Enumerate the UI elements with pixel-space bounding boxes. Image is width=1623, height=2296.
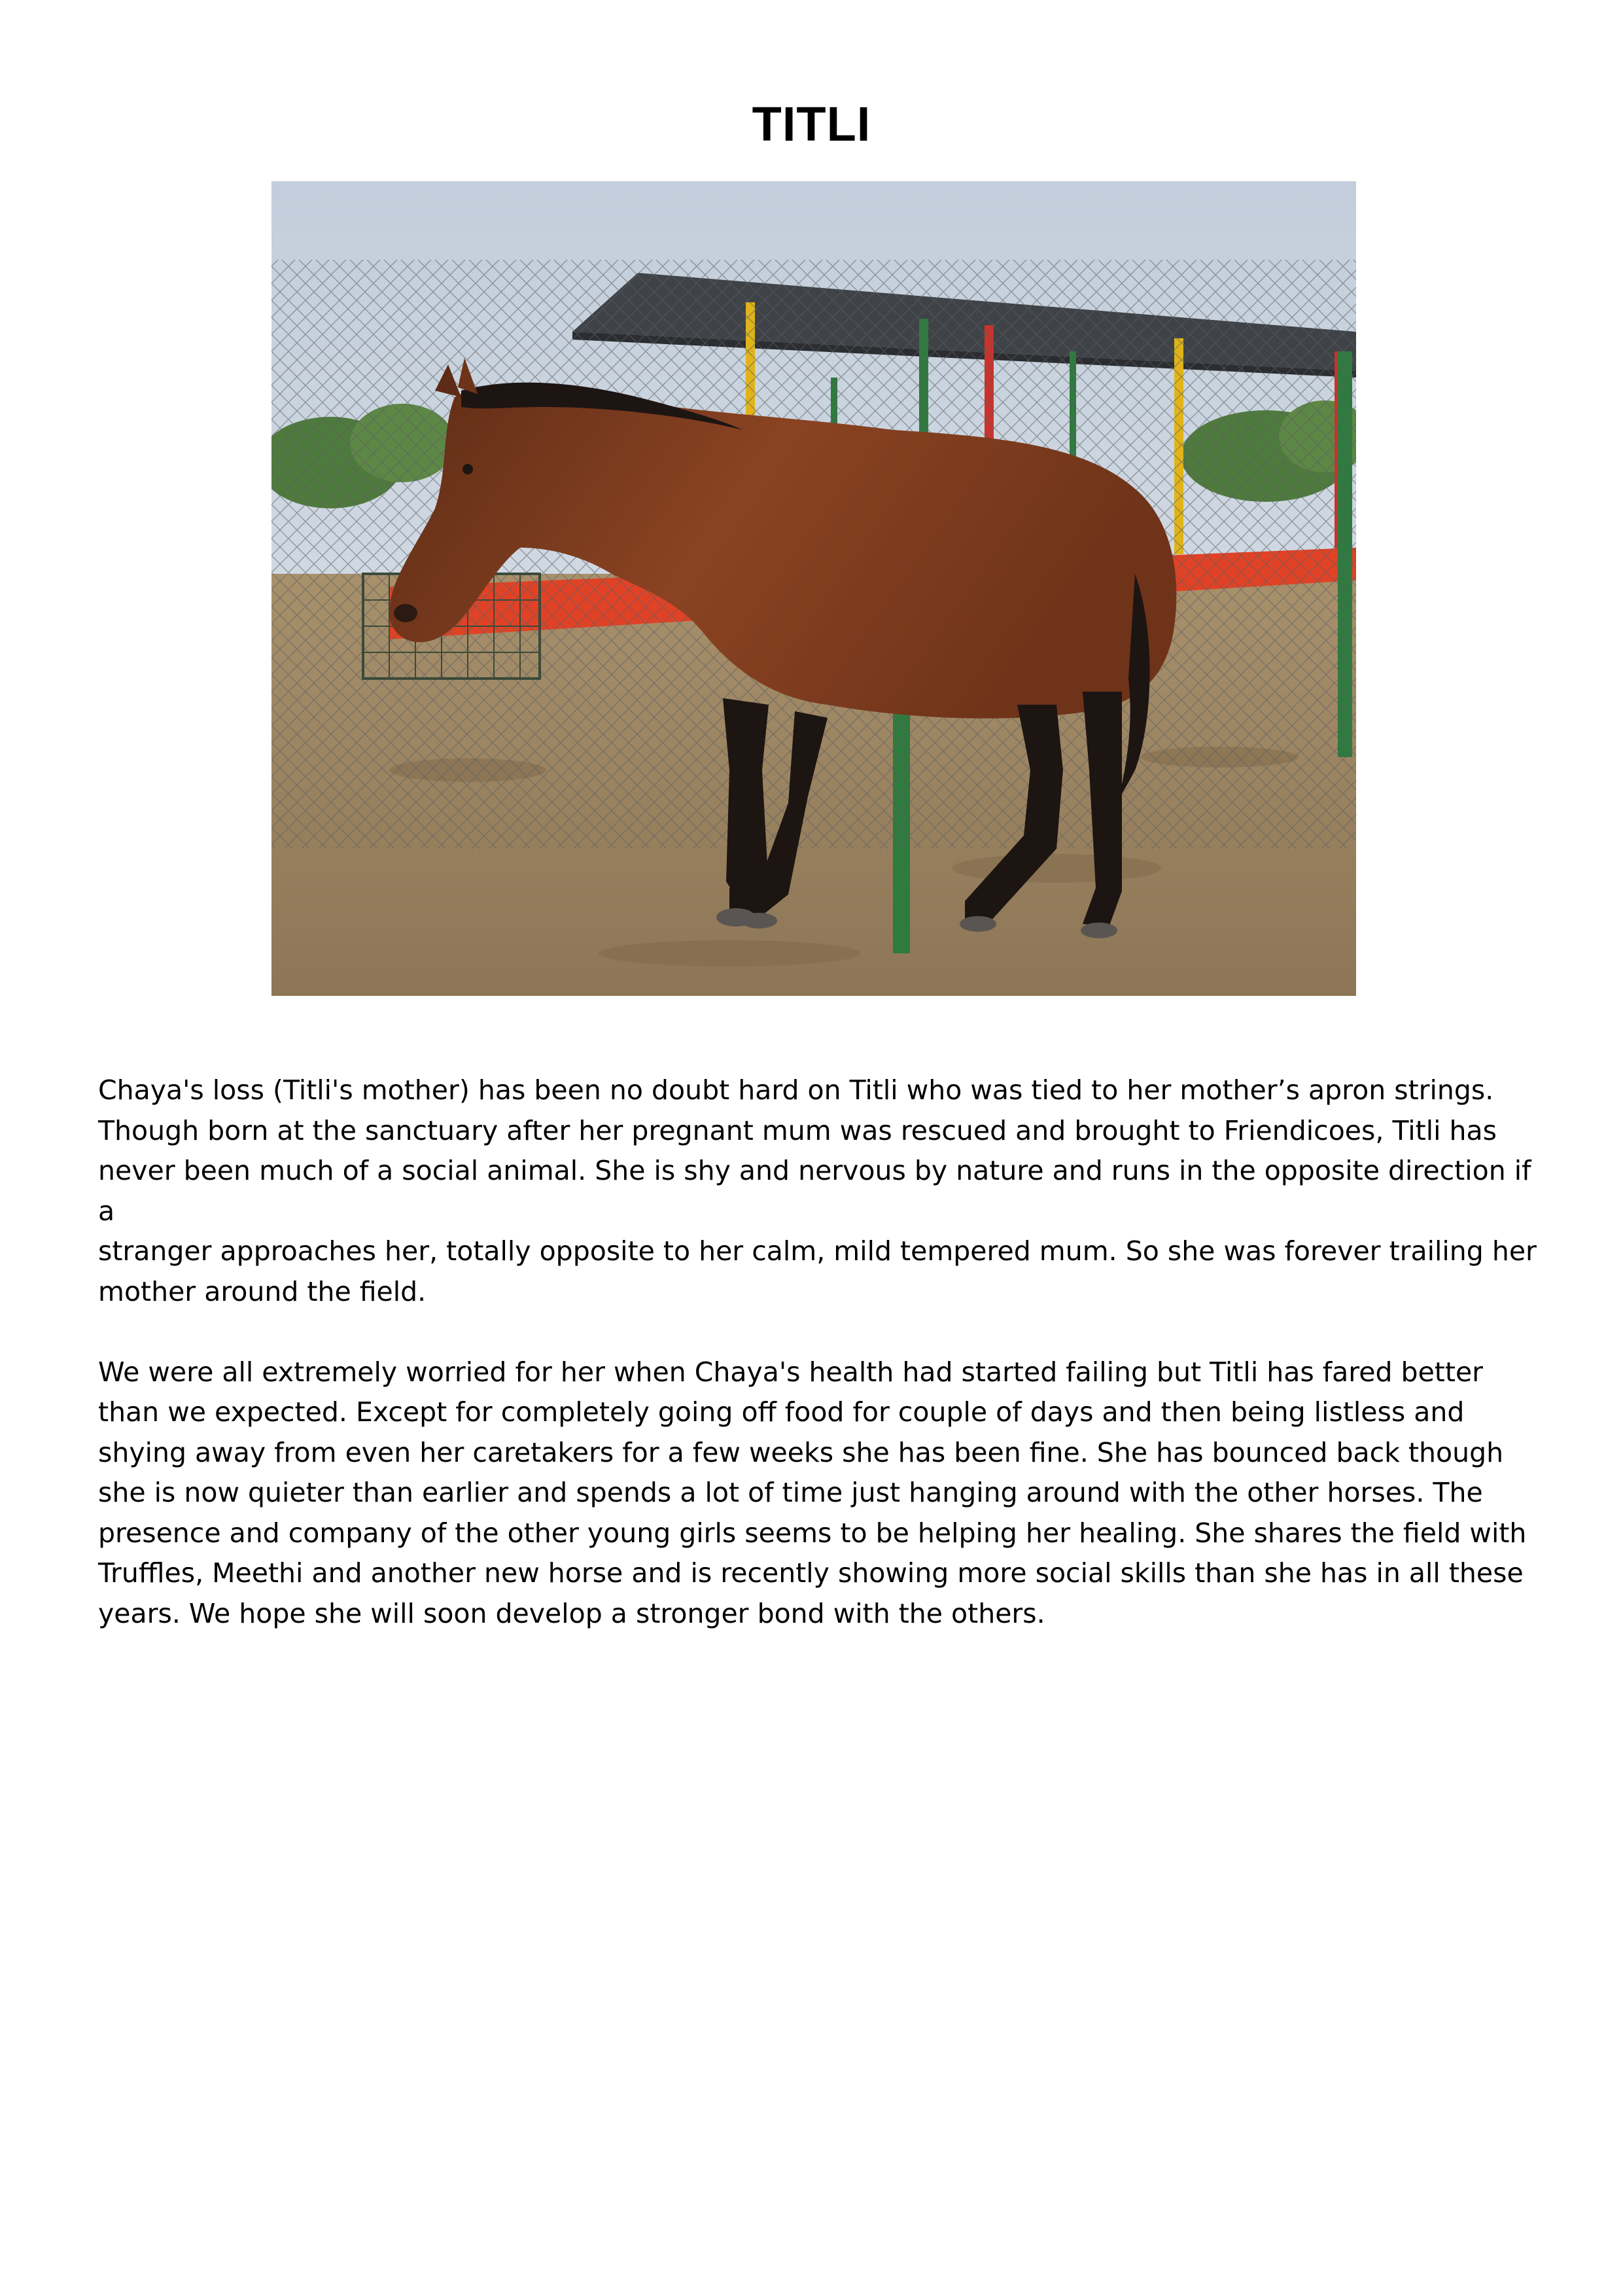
horse-photo <box>271 181 1356 996</box>
paragraph-1: Chaya's loss (Titli's mother) has been no doubt hard on Titli who was tied to her mother’s apron strings. Though born at the sanctuary after her pregnant mum was rescued and brought to Friendicoes, Titli has never been much of a social animal. She is shy and nervous by nature and runs in the opposite direction if a stranger approaches her, totally opposite to her calm, mild tempered mum. So she was forever trailing her mother around the field. <box>98 1074 1537 1307</box>
paragraph-2: We were all extremely worried for her when Chaya's health had started failing but Titli has fared better than we expected. Except for completely going off food for couple of days and then being listless and shying away from even her caretakers for a few weeks she has been fine. She has bounced back though she is now quieter than earlier and spends a lot of time just hanging around with the other horses. The presence and company of the other young girls seems to be helping her healing. She shares the field with Truffles, Meethi and another new horse and is recently showing more social skills than she has in all these years. We hope she will soon develop a stronger bond with the others. <box>98 1356 1527 1629</box>
article-body <box>98 1070 1537 1674</box>
page-title: TITLI <box>752 97 871 151</box>
